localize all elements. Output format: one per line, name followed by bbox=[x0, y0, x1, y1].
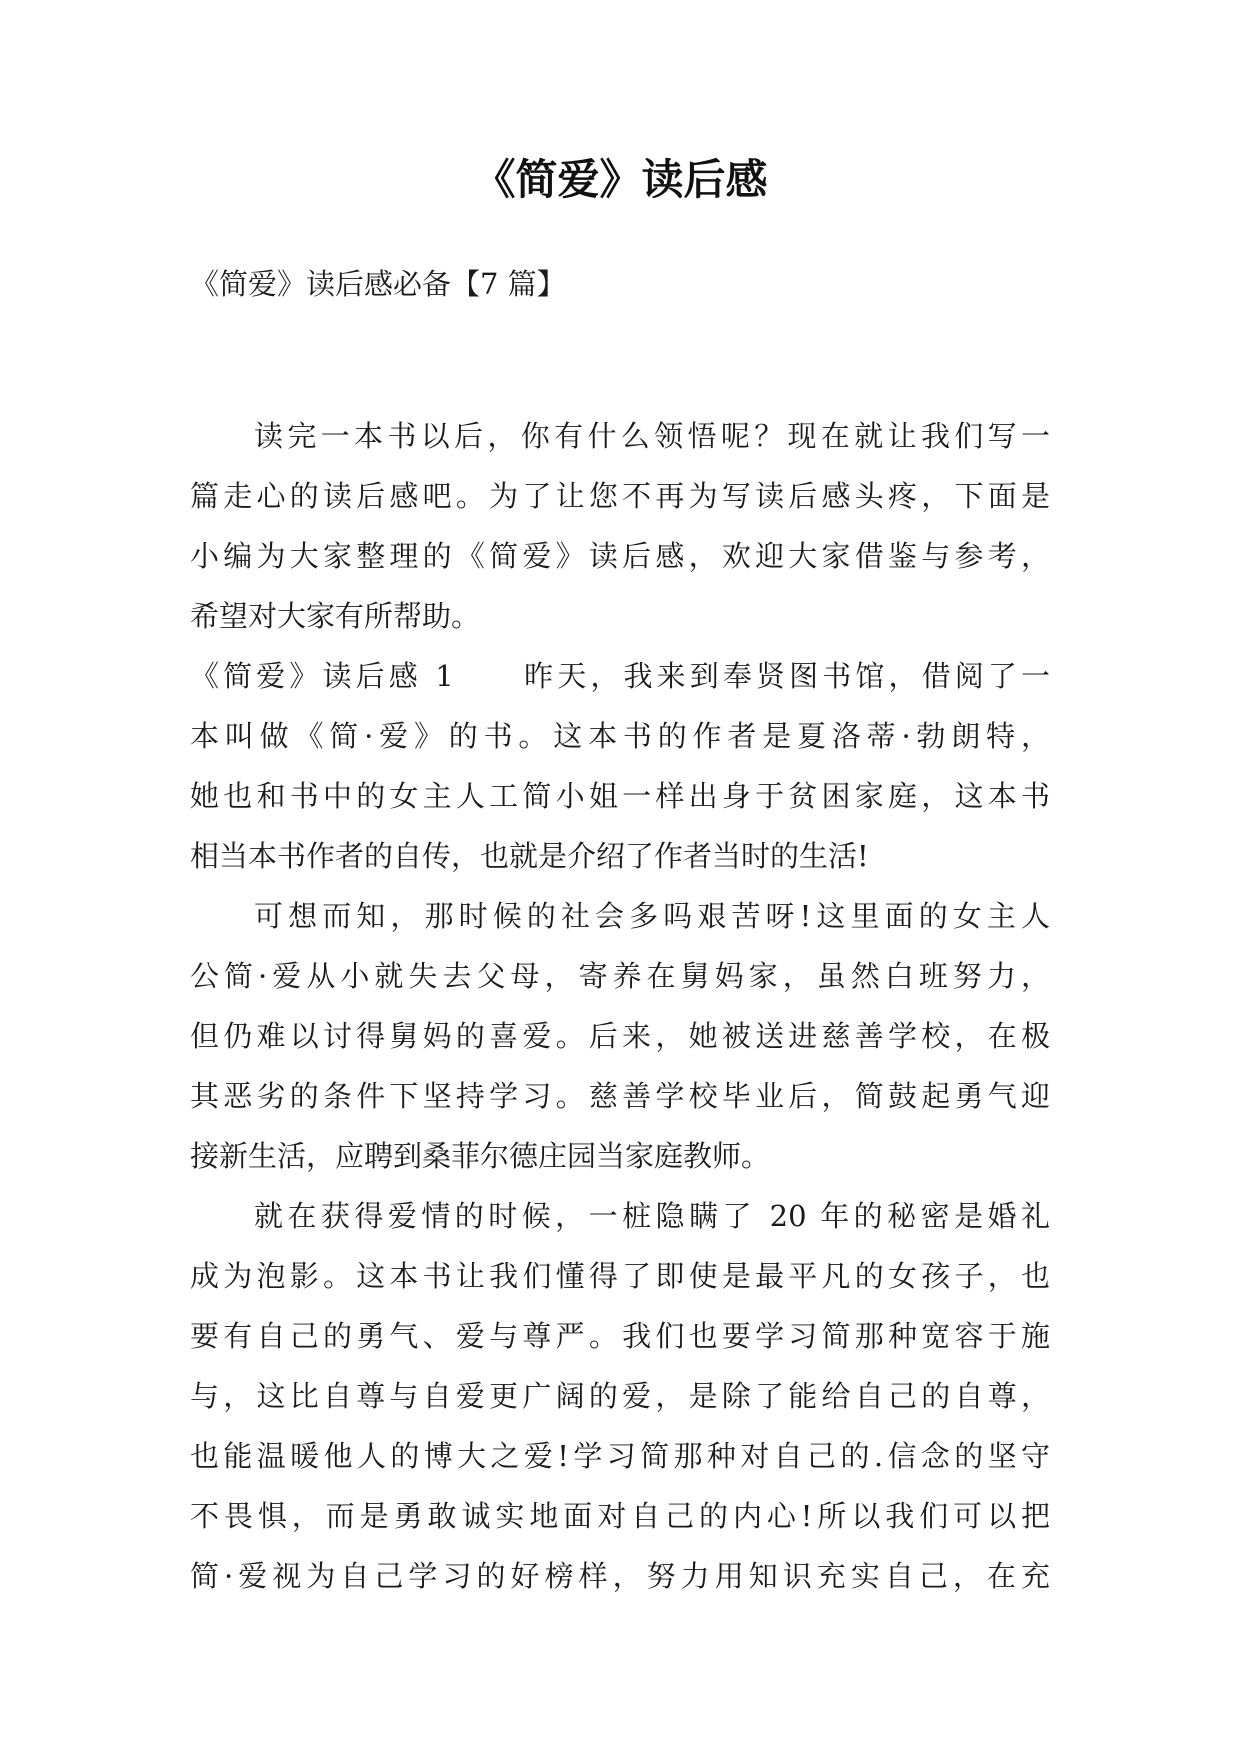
document-subtitle: 《简爱》读后感必备【7 篇】 bbox=[190, 267, 566, 301]
text-line: 相当本书作者的自传，也就是介绍了作者当时的生活! bbox=[190, 839, 869, 873]
text-line: 简·爱视为自己学习的好榜样，努力用知识充实自己，在充 bbox=[190, 1559, 1050, 1593]
text-line: 篇走心的读后感吧。为了让您不再为写读后感头疼，下面是 bbox=[190, 479, 1050, 513]
text-line: 读完一本书以后，你有什么领悟呢？现在就让我们写一 bbox=[254, 419, 1050, 453]
text-line: 与，这比自尊与自爱更广阔的爱，是除了能给自己的自尊， bbox=[190, 1379, 1050, 1413]
text-line: 但仍难以讨得舅妈的喜爱。后来，她被送进慈善学校，在极 bbox=[190, 1019, 1050, 1053]
document-body bbox=[190, 406, 1050, 1606]
text-line: 不畏惧，而是勇敢诚实地面对自己的内心!所以我们可以把 bbox=[190, 1499, 1050, 1533]
text-line: 要有自己的勇气、爱与尊严。我们也要学习简那种宽容于施 bbox=[190, 1319, 1050, 1353]
text-line: 其恶劣的条件下坚持学习。慈善学校毕业后，简鼓起勇气迎 bbox=[190, 1079, 1050, 1113]
text-line: 小编为大家整理的《简爱》读后感，欢迎大家借鉴与参考， bbox=[190, 539, 1050, 573]
text-line: 本叫做《简·爱》的书。这本书的作者是夏洛蒂·勃朗特， bbox=[190, 719, 1050, 753]
text-line: 可想而知，那时候的社会多吗艰苦呀!这里面的女主人 bbox=[254, 899, 1050, 933]
text-line: 就在获得爱情的时候，一桩隐瞒了 20 年的秘密是婚礼 bbox=[254, 1199, 1050, 1233]
document-title: 《简爱》读后感 bbox=[473, 155, 768, 204]
text-line: 也能温暖他人的博大之爱!学习简那种对自己的.信念的坚守 bbox=[190, 1439, 1050, 1473]
text-line: 成为泡影。这本书让我们懂得了即使是最平凡的女孩子，也 bbox=[190, 1259, 1050, 1293]
text-line: 接新生活，应聘到桑菲尔德庄园当家庭教师。 bbox=[190, 1139, 771, 1173]
text-line: 《简爱》读后感 1 昨天，我来到奉贤图书馆，借阅了一 bbox=[190, 659, 1050, 693]
text-line: 希望对大家有所帮助。 bbox=[190, 599, 481, 633]
text-line: 公简·爱从小就失去父母，寄养在舅妈家，虽然白班努力， bbox=[190, 959, 1050, 993]
text-line: 她也和书中的女主人工简小姐一样出身于贫困家庭，这本书 bbox=[190, 779, 1050, 813]
